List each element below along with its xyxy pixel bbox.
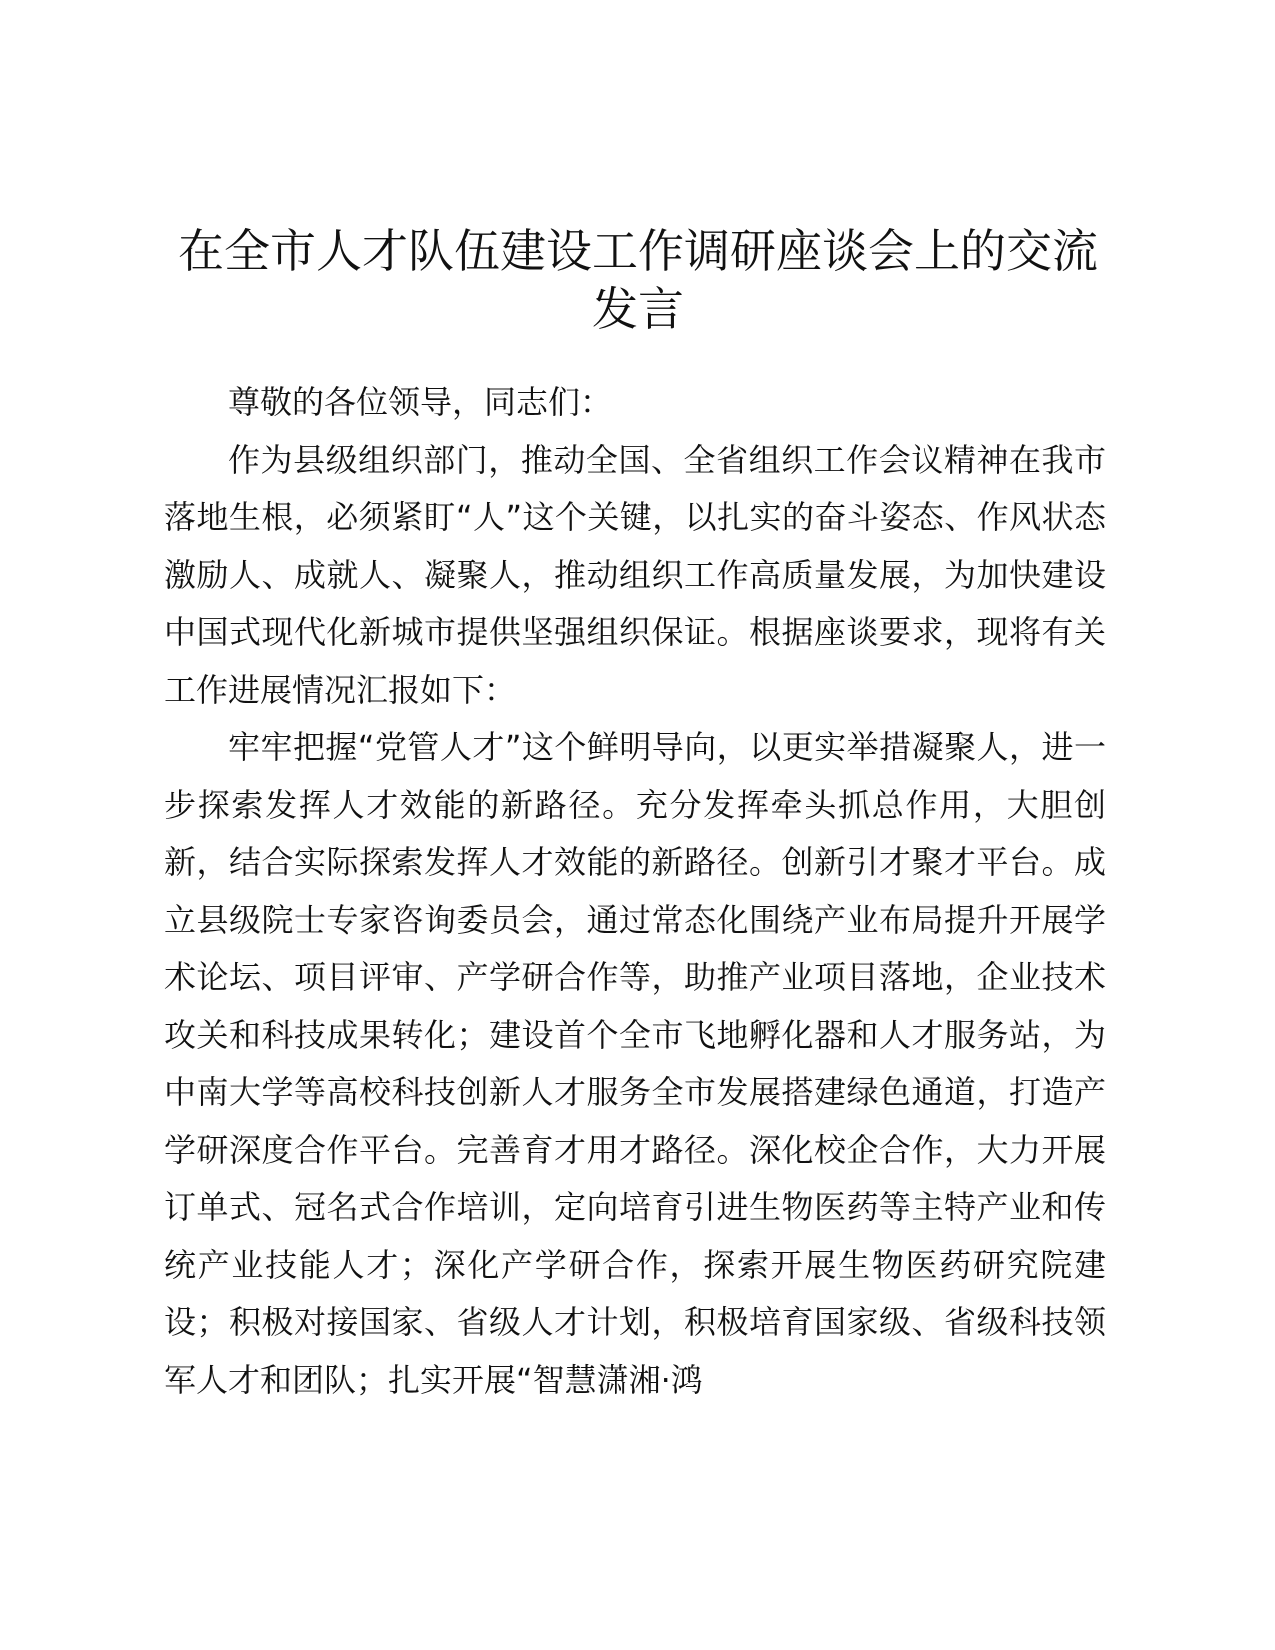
- paragraph: 牢牢把握“党管人才”这个鲜明导向，以更实举措凝聚人，进一步探索发挥人才效能的新路径。充分发挥牵头抓总作用，大胆创新，结合实际探索发挥人才效能的新路径。创新引才聚才平台。成立县级院士专家咨询委员会，通过常态化围绕产业布局提升开展学术论坛、项目评审、产学研合作等，助推产业项目落地，企业技术攻关和科技成果转化；建设首个全市飞地孵化器和人才服务站，为中南大学等高校科技创新人才服务全市发展搭建绿色通道，打造产学研深度合作平台。完善育才用才路径。深化校企合作，大力开展订单式、冠名式合作培训，定向培育引进生物医药等主特产业和传统产业技能人才；深化产学研合作，探索开展生物医药研究院建设；积极对接国家、省级人才计划，积极培育国家级、省级科技领军人才和团队；扎实开展“智慧潇湘·鸿: [164, 728, 1106, 1399]
- document-body: [164, 374, 1106, 1409]
- paragraph: 作为县级组织部门，推动全国、全省组织工作会议精神在我市落地生根，必须紧盯“人”这个关键，以扎实的奋斗姿态、作风状态激励人、成就人、凝聚人，推动组织工作高质量发展，为加快建设中国式现代化新城市提供坚强组织保证。根据座谈要求，现将有关工作进展情况汇报如下：: [164, 440, 1106, 709]
- document-title: 在全市人才队伍建设工作调研座谈会上的交流发言: [178, 224, 1098, 336]
- salutation: 尊敬的各位领导，同志们：: [228, 383, 613, 421]
